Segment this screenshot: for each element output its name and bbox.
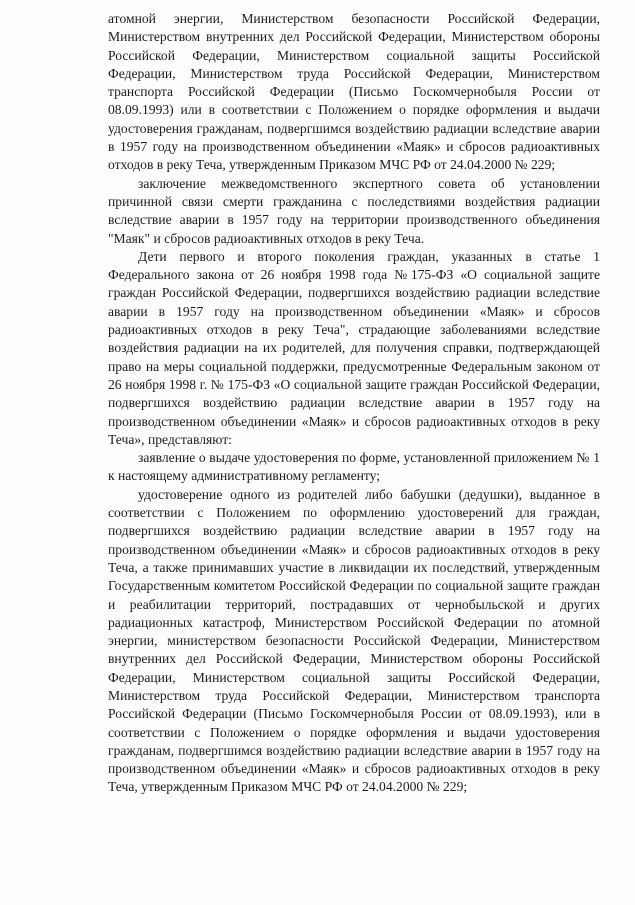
paragraph-parent-certificate: удостоверение одного из родителей либо бабушки (дедушки), выданное в соответствии с Положением по оформлению удостоверений для граждан, подвергшихся воздействию радиации вследствие аварии в 1957 году на производственном объединении «Маяк» и сбросов радиоактивных отходов в реку Теча, а также принимавших участие в ликвидации их последствий, утвержденным Государственным комитетом Российской Федерации по социальной защите граждан и реабилитации территорий, пострадавших от чернобыльской и других радиационных катастроф, Министерством Российской Федерации по атомной энергии, министерством безопасности Российской Федерации, Министерством внутренних дел Российской Федерации, Министерством обороны Российской Федерации, Министерством социальной защиты Российской Федерации, Министерством труда Российской Федерации, Министерством транспорта Российской Федерации (Письмо Госкомчернобыля России от 08.09.1993), или в соответствии с Положением о порядке оформления и выдачи удостоверения гражданам, подвергшимся воздействию радиации вследствие аварии в 1957 году на производственном объединении «Маяк» и сбросов радиоактивных отходов в реку Теча, утвержденным Приказом МЧС РФ от 24.04.2000 № 229;	[108, 486, 600, 795]
paragraph-application: заявление о выдаче удостоверения по форме, установленной приложением № 1 к настоящему административному регламенту;	[108, 450, 600, 484]
paragraph-children: Дети первого и второго поколения граждан, указанных в статье 1 Федерального закона от 26 ноября 1998 года №175-ФЗ «О социальной защите граждан Российской Федерации, подвергшихся воздействию радиации вследствие аварии в 1957 году на производственном объединении «Маяк» и сбросов радиоактивных отходов в реку Теча", страдающие заболеваниями вследствие воздействия радиации на их родителей, для получения справки, подтверждающей право на меры социальной поддержки, предусмотренные Федеральным законом от 26 ноября 1998 г. № 175-ФЗ «О социальной защите граждан Российской Федерации, подвергшихся воздействию радиации вследствие аварии в 1957 году на производственном объединении «Маяк» и сбросов радиоактивных отходов в реку Теча», представляют:	[108, 248, 600, 447]
document-body	[108, 10, 600, 797]
paragraph-expert-council: заключение межведомственного экспертного совета об установлении причинной связи смерти гражданина с последствиями воздействия радиации вследствие аварии в 1957 году на территории производственного объединения "Маяк" и сбросов радиоактивных отходов в реку Теча.	[108, 175, 600, 246]
paragraph-continuation: атомной энергии, Министерством безопасности Российской Федерации, Министерством внутренних дел Российской Федерации, Министерством обороны Российской Федерации, Министерством социальной защиты Российской Федерации, Министерством труда Российской Федерации, Министерством транспорта Российской Федерации (Письмо Госкомчернобыля России от 08.09.1993) или в соответствии с Положением о порядке оформления и выдачи удостоверения гражданам, подвергшимся воздействию радиации вследствие аварии в 1957 году на производственном объединении «Маяк» и сбросов радиоактивных отходов в реку Теча, утвержденным Приказом МЧС РФ от 24.04.2000 № 229;	[108, 11, 600, 173]
